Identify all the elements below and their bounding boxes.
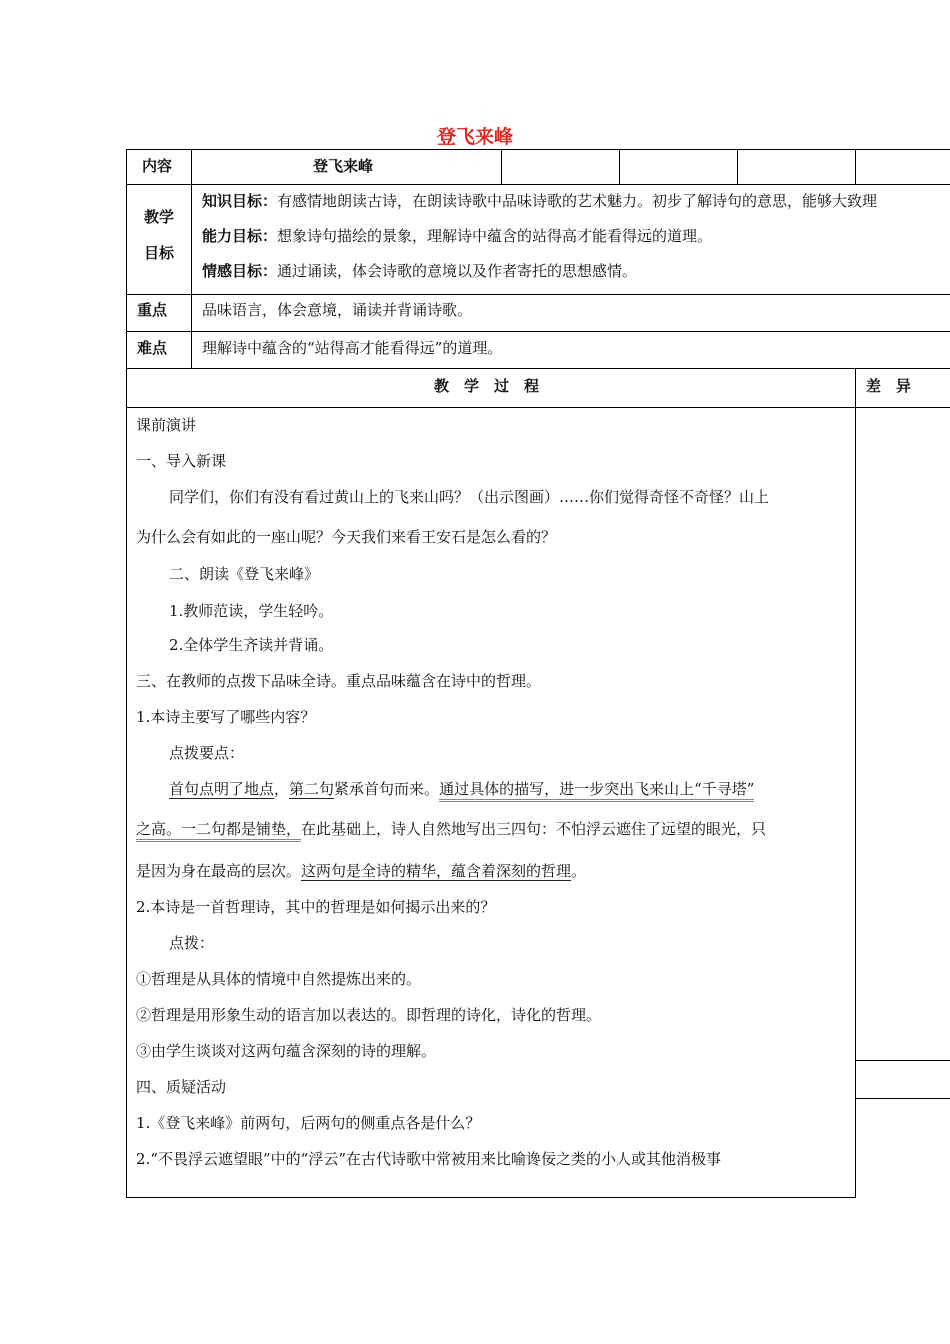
knowledge-objective-text: 有感情地朗读古诗，在朗读诗歌中品味诗歌的艺术魅力。初步了解诗句的意思，能够大致理 [277, 192, 878, 210]
process-line: 三、在教师的点拨下品味全诗。重点品味蕴含在诗中的哲理。 [136, 672, 542, 690]
process-line: 四、质疑活动 [136, 1078, 227, 1096]
label-column-divider [191, 149, 192, 368]
table-row-divider [126, 184, 950, 185]
process-line: 2.本诗是一首哲理诗，其中的哲理是如何揭示出来的？ [136, 898, 496, 916]
table-row-divider [126, 368, 950, 369]
underlined-text: 之高。一二句都是铺垫， [136, 820, 301, 842]
side-column-divider [855, 1098, 950, 1099]
content-value: 登飞来峰 [313, 157, 374, 175]
ability-objective-label: 能力目标： [202, 227, 278, 245]
plain-text: 。 [571, 862, 587, 880]
process-line: 1.教师范读，学生轻吟。 [169, 602, 334, 620]
emotion-objective-text: 通过诵读，体会诗歌的意境以及作者寄托的思想感情。 [277, 262, 638, 280]
process-line: ③由学生谈谈对这两句蕴含深刻的诗的理解。 [136, 1042, 437, 1060]
process-line-annotated [136, 860, 586, 881]
table-row-divider [126, 407, 950, 408]
header-cell-divider [855, 149, 856, 184]
process-line: 一、导入新课 [136, 452, 227, 470]
key-point-text: 品味语言，体会意境，诵读并背诵诗歌。 [202, 301, 473, 319]
difference-heading: 差 异 [866, 377, 927, 395]
plain-text: 在此基础上，诗人自然地写出三四句：不怕浮云遮住了远望的眼光，只 [301, 820, 767, 838]
plain-text: 是因为身在最高的层次。 [136, 862, 302, 880]
process-line: 为什么会有如此的一座山呢？今天我们来看王安石是怎么看的？ [136, 528, 557, 546]
header-cell-divider [501, 149, 502, 184]
process-line: 1.《登飞来峰》前两句，后两句的侧重点各是什么？ [136, 1114, 481, 1132]
plain-text: 紧承首句而来。 [334, 780, 440, 798]
knowledge-objective [202, 190, 877, 211]
process-line: 2.“不畏浮云遮望眼”中的“浮云”在古代诗歌中常被用来比喻谗佞之类的小人或其他消极事 [136, 1150, 721, 1168]
difficulty-label: 难点 [137, 339, 168, 357]
side-column-border [855, 368, 856, 1198]
process-line: 点拨要点： [169, 744, 245, 762]
emotion-objective-label: 情感目标： [202, 262, 278, 280]
table-border-left [126, 149, 127, 1198]
page-title: 登飞来峰 [436, 126, 513, 148]
process-line: ②哲理是用形象生动的语言加以表达的。即哲理的诗化，诗化的哲理。 [136, 1006, 602, 1024]
key-point-label: 重点 [137, 301, 168, 319]
process-heading: 教 学 过 程 [434, 377, 540, 395]
process-line: 二、朗读《登飞来峰》 [169, 565, 320, 583]
process-line: 2.全体学生齐读并背诵。 [169, 636, 334, 654]
table-row-divider [126, 294, 950, 295]
header-cell-divider [737, 149, 738, 184]
underlined-text: 第二句 [289, 780, 335, 798]
process-line: 1.本诗主要写了哪些内容？ [136, 708, 316, 726]
emotion-objective [202, 260, 637, 281]
process-line: ①哲理是从具体的情境中自然提炼出来的。 [136, 970, 422, 988]
underlined-text: 通过具体的描写，进一步突出飞来山上“千寻塔” [439, 780, 754, 802]
underlined-text: 首句点明了地点 [169, 780, 275, 798]
knowledge-objective-label: 知识目标： [202, 192, 278, 210]
content-label: 内容 [142, 157, 173, 175]
process-line-annotated [169, 778, 754, 799]
underlined-text: 这两句是全诗的精华，蕴含着深刻的哲理 [301, 862, 572, 880]
objectives-label-2: 目标 [144, 244, 175, 262]
process-line: 点拨： [169, 934, 215, 952]
table-border-top [126, 149, 950, 150]
objectives-label-1: 教学 [144, 208, 175, 226]
plain-text: ， [274, 780, 290, 798]
ability-objective [202, 225, 712, 246]
process-line: 课前演讲 [136, 416, 197, 434]
process-line-annotated [136, 818, 766, 839]
table-border-bottom [126, 1197, 855, 1198]
difficulty-text: 理解诗中蕴含的“站得高才能看得远”的道理。 [202, 339, 503, 357]
ability-objective-text: 想象诗句描绘的景象，理解诗中蕴含的站得高才能看得远的道理。 [277, 227, 713, 245]
side-column-divider [855, 1060, 950, 1061]
process-line: 同学们，你们有没有看过黄山上的飞来山吗？（出示图画）……你们觉得奇怪不奇怪？山上 [169, 488, 770, 506]
table-row-divider [126, 331, 950, 332]
header-cell-divider [619, 149, 620, 184]
